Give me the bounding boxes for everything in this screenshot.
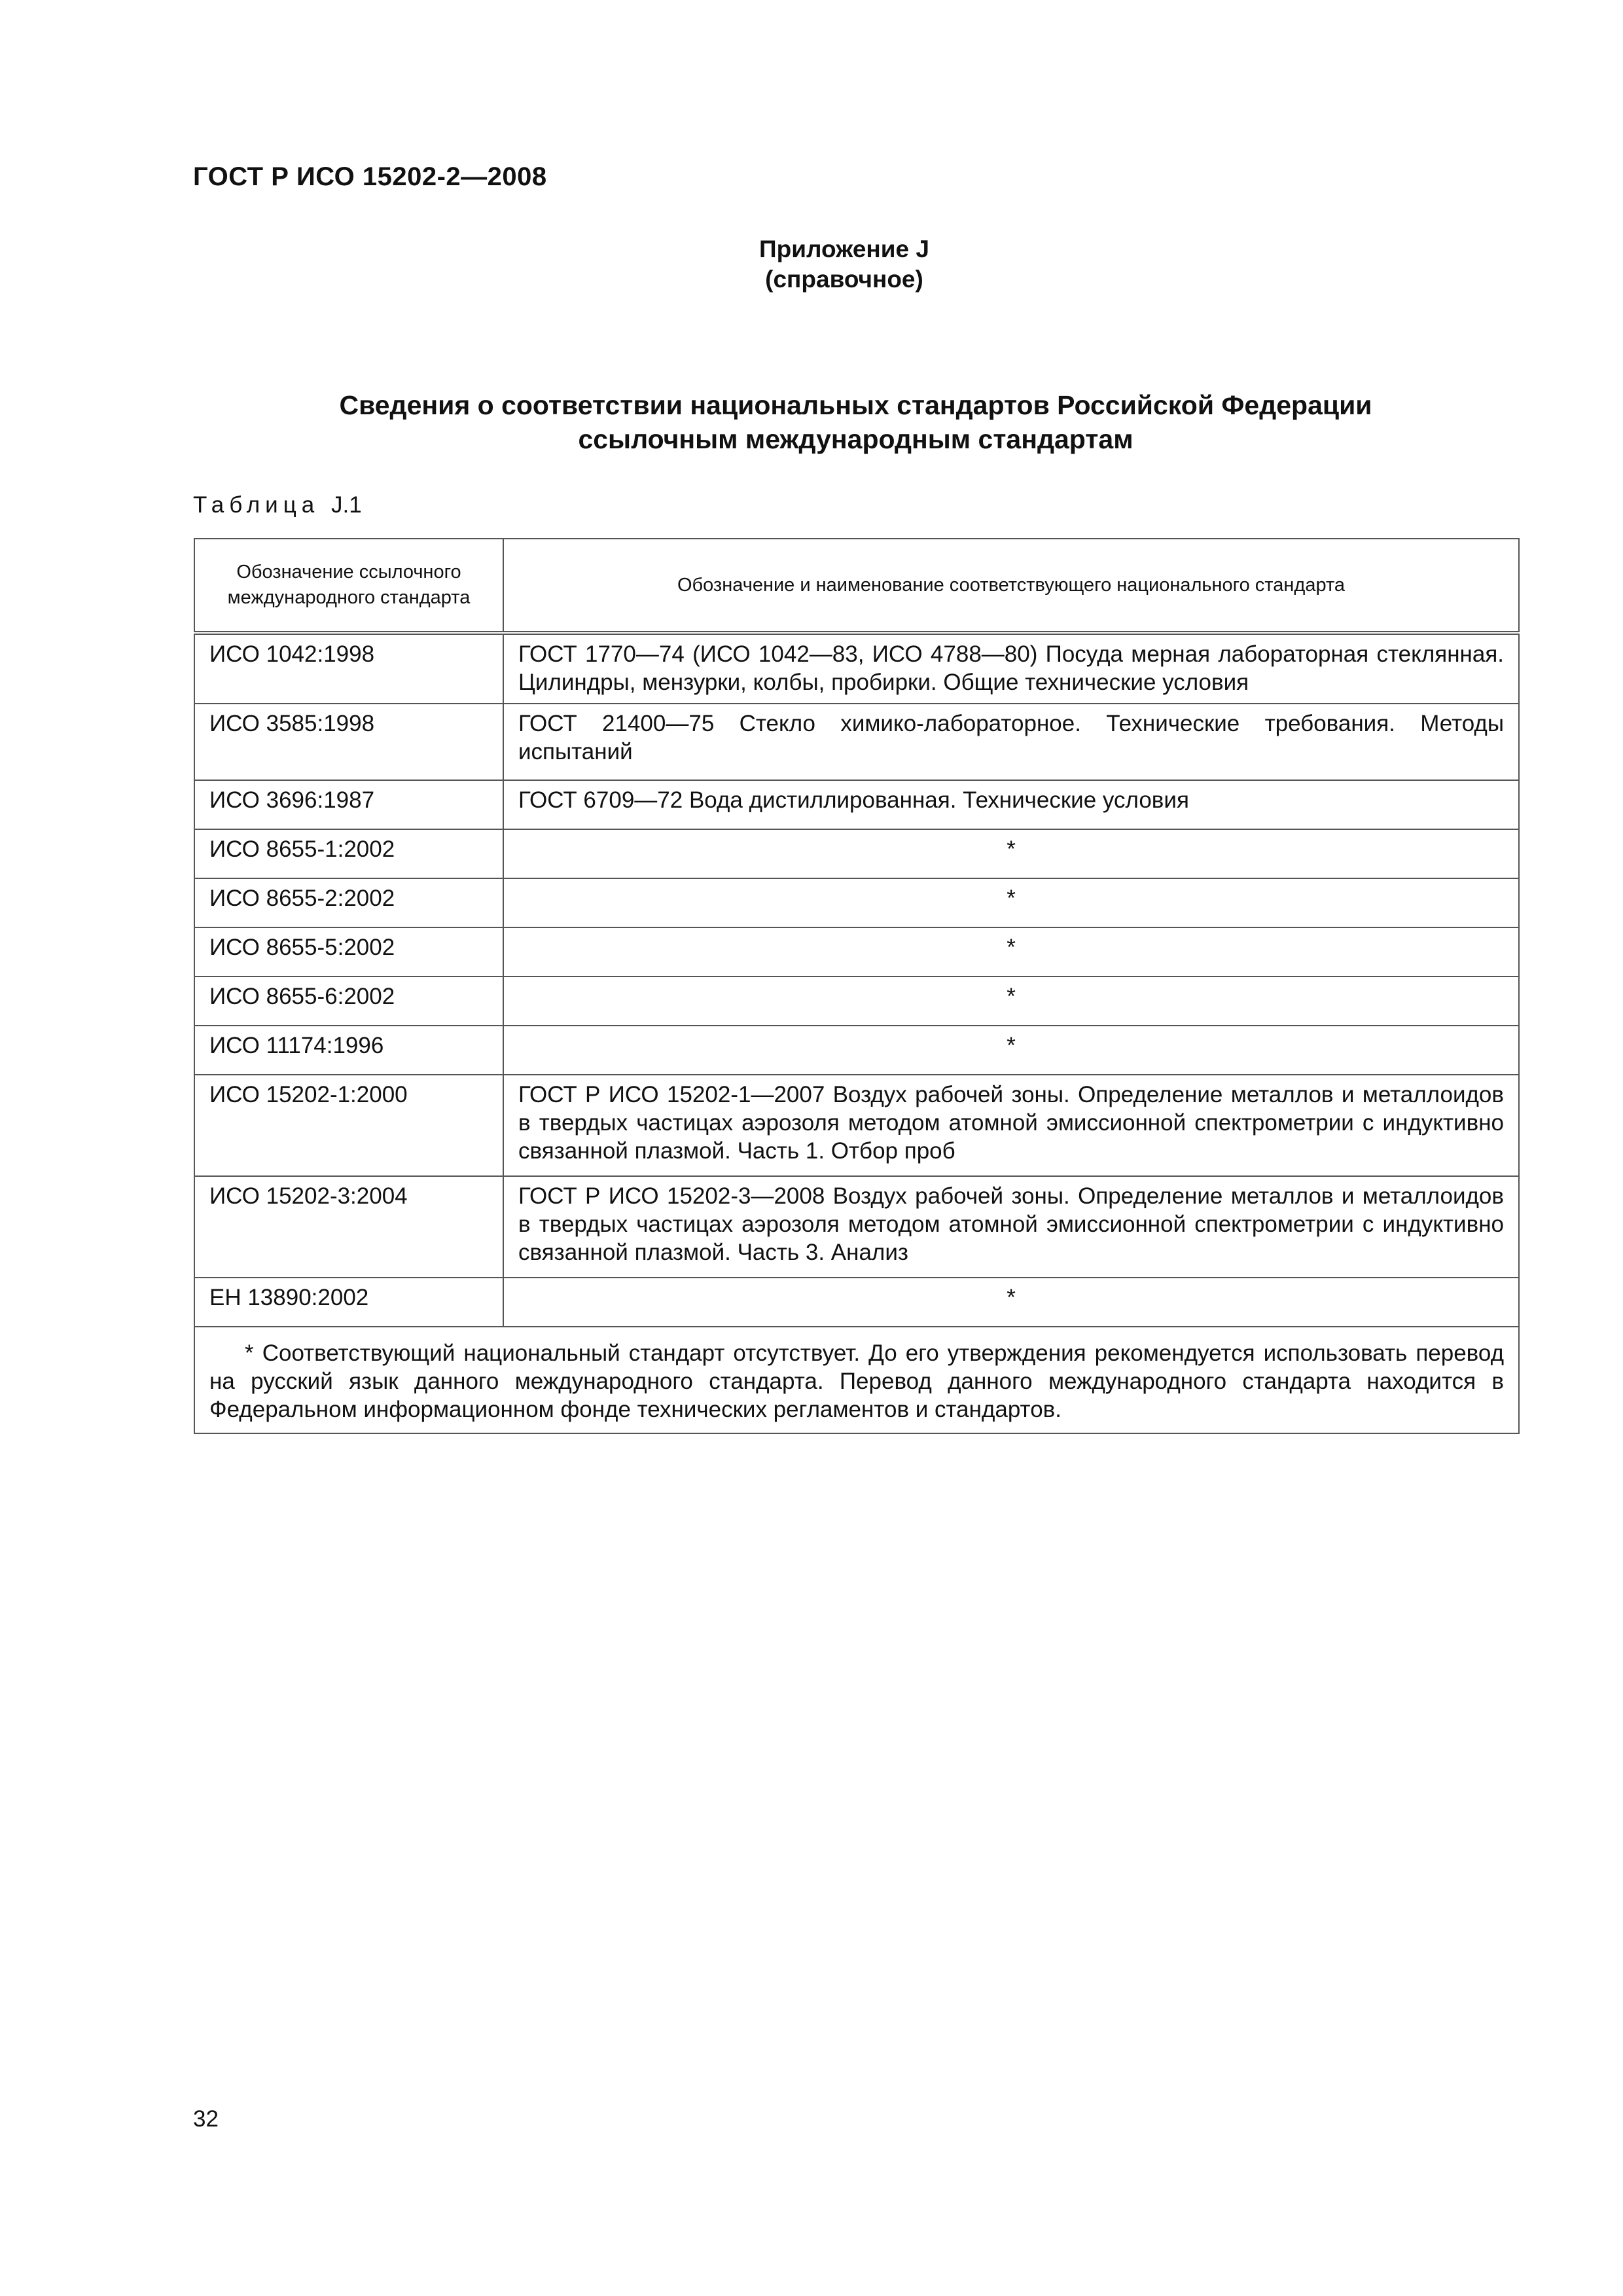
international-standard-code: ИСО 15202-3:2004 [194,1176,503,1278]
national-standard-absent-mark: * [503,927,1519,977]
table-row [194,829,1519,878]
national-standard-description: ГОСТ Р ИСО 15202-3—2008 Воздух рабочей зоны. Определение металлов и металлоидов в твердых частицах аэрозоля методом атомной эмиссионной спектрометрии с индуктивно связанной плазмой. Часть 3. Анализ [503,1176,1519,1278]
international-standard-code: ИСО 3585:1998 [194,704,503,780]
international-standard-code: ИСО 8655-2:2002 [194,878,503,927]
document-code: ГОСТ Р ИСО 15202-2—2008 [193,162,547,191]
table-footnote: * Соответствующий национальный стандарт отсутствует. До его утверждения рекомендуется использовать перевод на русский язык данного международного стандарта. Перевод данного международного стандарта находится в Федеральном информационном фонде технических регламентов и стандартов. [194,1327,1519,1433]
international-standard-code: ИСО 3696:1987 [194,780,503,829]
national-standard-description: ГОСТ Р ИСО 15202-1—2007 Воздух рабочей зоны. Определение металлов и металлоидов в твердых частицах аэрозоля методом атомной эмиссионной спектрометрии с индуктивно связанной плазмой. Часть 1. Отбор проб [503,1075,1519,1176]
national-standard-description: ГОСТ 21400—75 Стекло химико-лабораторное. Технические требования. Методы испытаний [503,704,1519,780]
table-caption [193,492,362,518]
table-footnote-row [194,1327,1519,1433]
table-row [194,977,1519,1026]
table-caption-number: J.1 [330,492,362,518]
national-standard-absent-mark: * [503,878,1519,927]
international-standard-code: ИСО 1042:1998 [194,633,503,704]
section-title-line-1: Сведения о соответствии национальных стандартов Российской Федерации [339,390,1372,420]
international-standard-code: ИСО 8655-6:2002 [194,977,503,1026]
header-international-standard: Обозначение ссылочного международного стандарта [194,539,503,633]
national-standard-absent-mark: * [503,1278,1519,1327]
table-row [194,704,1519,780]
annex-title: Приложение J [759,236,929,262]
table-row [194,1278,1519,1327]
international-standard-code: ЕН 13890:2002 [194,1278,503,1327]
page-number: 32 [193,2106,219,2132]
section-title-line-2: ссылочным международным стандартам [578,424,1133,454]
national-standard-description: ГОСТ 6709—72 Вода дистиллированная. Технические условия [503,780,1519,829]
national-standard-description: ГОСТ 1770—74 (ИСО 1042—83, ИСО 4788—80) Посуда мерная лабораторная стеклянная. Цилиндры, мензурки, колбы, пробирки. Общие технические условия [503,633,1519,704]
table-row [194,1075,1519,1176]
header-national-standard: Обозначение и наименование соответствующего национального стандарта [503,539,1519,633]
national-standard-absent-mark: * [503,829,1519,878]
international-standard-code: ИСО 11174:1996 [194,1026,503,1075]
table-row [194,927,1519,977]
table-row [194,1176,1519,1278]
international-standard-code: ИСО 8655-5:2002 [194,927,503,977]
table-row [194,1026,1519,1075]
standards-correspondence-table [194,538,1520,1434]
table-row [194,780,1519,829]
annex-heading [0,234,1623,295]
international-standard-code: ИСО 15202-1:2000 [194,1075,503,1176]
international-standard-code: ИСО 8655-1:2002 [194,829,503,878]
national-standard-absent-mark: * [503,977,1519,1026]
table-caption-word: Таблица [193,492,320,518]
national-standard-absent-mark: * [503,1026,1519,1075]
table-header-row [194,539,1519,633]
annex-type: (справочное) [765,266,923,293]
section-title [193,388,1518,456]
table-row [194,633,1519,704]
table-row [194,878,1519,927]
